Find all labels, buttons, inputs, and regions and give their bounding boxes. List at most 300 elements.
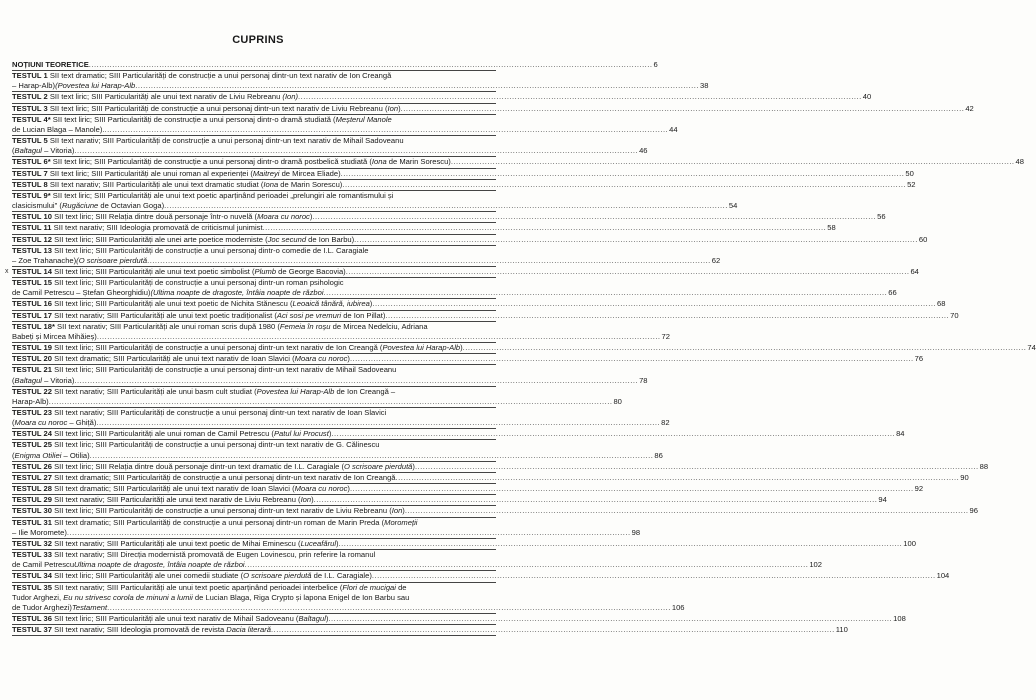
entry-text-wrap (12, 60, 89, 70)
toc-entry[interactable] (12, 571, 950, 582)
toc-entry[interactable] (12, 310, 959, 322)
entry-text-wrap (12, 180, 342, 190)
entry-line (12, 550, 496, 560)
leader-dots (372, 571, 936, 581)
toc-entry[interactable] (12, 223, 836, 234)
work-title: (Povestea lui Harap-Alb (55, 81, 136, 91)
toc-entry[interactable] (12, 461, 989, 473)
toc-entry[interactable] (12, 212, 886, 223)
entry-line (12, 571, 950, 581)
toc-entry[interactable] (12, 278, 897, 299)
leader-dots (341, 169, 905, 179)
page-number: 98 (631, 527, 641, 537)
work-title: Plumb (254, 266, 277, 276)
entry-text-wrap (12, 625, 271, 635)
toc-entry[interactable] (12, 103, 974, 115)
test-label: TESTUL 22 (12, 386, 52, 396)
toc-entry[interactable] (12, 484, 924, 495)
entry-text: SII text dramatic; SIII Particularități ale unui text narativ de Ioan Slavici ( (51, 484, 295, 494)
leader-dots (401, 104, 965, 114)
test-label: NOȚIUNI TEORETICE (12, 60, 89, 69)
entry-text: SII text narativ; SIII Particularități ale unui text narativ de Liviu Rebreanu ( (51, 495, 301, 505)
entry-text: de George Bacovia) (276, 266, 346, 276)
page-number: 108 (893, 613, 906, 623)
entry-text: – Vitoria) (41, 375, 75, 385)
page-number: 96 (969, 506, 978, 516)
entry-line (12, 593, 496, 603)
leader-dots (96, 418, 660, 428)
entry-text: de Camil Petrescu (12, 560, 75, 570)
work-title: Ion (387, 103, 399, 113)
entry-text: SII text liric; SIII Particularități de construcție a unui personaj dintr-o comedie de I.L. Caragiale (51, 245, 369, 255)
toc-entry[interactable] (12, 613, 906, 625)
entry-text: – Ghiță) (67, 418, 97, 428)
entry-text-wrap (12, 451, 90, 461)
entry-line (12, 255, 721, 266)
entry-text: SII text narativ; SIII Direcția modernistă promovată de Eugen Lovinescu, prin referire la romanul (51, 550, 376, 560)
entry-text: SII text liric; SIII Particularități de construcție a unui personaj dintr-un text narativ de Ion Creangă ( (51, 343, 383, 353)
entry-text: SII text liric; SIII Particularități ale unui text poetic simbolist ( (51, 266, 255, 276)
toc-entry[interactable] (12, 538, 916, 550)
test-label: TESTUL 25 (12, 440, 52, 450)
entry-text-wrap (12, 146, 74, 156)
entry-line (12, 179, 916, 190)
leader-dots (451, 157, 1015, 167)
toc-entry[interactable] (12, 506, 978, 517)
leader-dots (147, 256, 711, 266)
toc-entry[interactable] (12, 60, 658, 71)
leader-dots (74, 376, 638, 386)
page-number: 80 (613, 396, 622, 406)
entry-text-wrap (12, 157, 451, 167)
page-number: 78 (639, 375, 648, 385)
work-title: Moara cu noroc (294, 354, 348, 364)
entry-line (12, 191, 496, 201)
page-number: 48 (1015, 157, 1024, 167)
entry-text: SII text liric; SIII Particularități ale unui text narativ de Mihail Sadoveanu ( (51, 613, 299, 623)
entry-text: SII text liric; SIII Particularități ale unui text poetic de Nichita Stănescu ( (51, 299, 293, 309)
test-label: TESTUL 15 (12, 278, 52, 288)
entry-text-wrap (12, 571, 372, 581)
page-number: 88 (979, 461, 989, 471)
entry-text: – Otilia) (61, 450, 90, 460)
entry-line (12, 560, 822, 570)
leader-dots (346, 267, 910, 277)
work-title: Moara cu noroc (14, 418, 68, 428)
entry-text-wrap (12, 256, 147, 266)
entry-line (12, 201, 738, 211)
test-label: TESTUL 11 (12, 223, 52, 233)
entry-text: de Ion Pillat) (341, 310, 386, 320)
entry-text: ) (412, 461, 415, 471)
leader-dots (245, 560, 809, 570)
work-title: Enigma Otiliei (14, 450, 62, 460)
entry-text: SII text liric; SIII Particularități ale unui roman de Camil Petrescu ( (51, 429, 274, 439)
entry-text-wrap (12, 311, 385, 321)
entry-text: ( (12, 146, 15, 156)
test-label: TESTUL 30 (12, 506, 52, 516)
entry-text-wrap (12, 354, 350, 364)
entry-text: SII text liric; SIII Particularități de construcție a unui personaj dintr-o dramă postbelică studiată ( (50, 157, 372, 167)
entry-text-wrap (12, 539, 339, 549)
entry-text: SII text liric; SIII Particularități de construcție a unui personaj dintr-o dramă studiată ( (50, 114, 336, 124)
leader-dots (328, 429, 895, 439)
entry-line (12, 322, 496, 332)
test-label: TESTUL 36 (12, 613, 52, 623)
entry-text: de Camil Petrescu – Ștefan Gheorghidiu) (12, 288, 151, 298)
page-number: 110 (835, 625, 848, 635)
page-number: 74 (1027, 343, 1036, 353)
entry-text-wrap (12, 223, 263, 233)
entry-text-wrap (12, 125, 104, 135)
entry-text: – Ilie Moromete) (12, 527, 67, 537)
entry-text-wrap (12, 484, 350, 494)
toc-entry[interactable] (12, 114, 678, 136)
page-number: 68 (937, 299, 946, 309)
entry-line (12, 387, 496, 397)
entry-line (12, 354, 924, 364)
test-label: TESTUL 7 (12, 168, 48, 178)
entry-text: ) (398, 103, 401, 113)
toc-entry[interactable] (12, 190, 738, 212)
entry-line (12, 418, 670, 428)
entry-line (12, 157, 1024, 167)
entry-text: SII text narativ; SIII Ideologia promovată de revista (51, 625, 227, 635)
work-title: Moara cu noroc (294, 484, 348, 494)
entry-line (12, 246, 496, 256)
entry-line (12, 472, 969, 483)
entry-line (12, 365, 496, 375)
leader-dots (67, 528, 631, 538)
work-title: Baltagul (14, 146, 42, 156)
toc-entry[interactable] (12, 354, 924, 365)
work-title: Leoaică tânără, iubirea (292, 299, 370, 309)
test-label: TESTUL 9* (12, 190, 51, 200)
leader-dots (385, 311, 949, 321)
entry-text-wrap (12, 92, 298, 102)
leader-dots (463, 343, 1027, 353)
entry-text: SII text liric; SIII Particularități ale unui text poetic aparținând perioadei „prelungiri ale romantismului și (50, 190, 394, 200)
entry-text: de Ion Barbu) (306, 234, 355, 244)
entry-text: SII text liric; SIII Relația dintre două personaje într-o nuvelă ( (51, 212, 258, 222)
entry-text: SII text liric; SIII Particularități ale unui text narativ de Liviu Rebreanu (47, 92, 283, 102)
page-number: 50 (905, 168, 914, 178)
toc-entry[interactable] (5, 266, 919, 278)
entry-line (12, 278, 496, 288)
entry-text: SII text liric; SIII Particularități ale unui roman al experienței ( (47, 168, 253, 178)
toc-entry[interactable] (12, 408, 670, 429)
entry-line (12, 168, 914, 179)
page-number: 62 (711, 255, 721, 265)
entry-text: – Harap-Alb) (12, 81, 56, 91)
page-number: 84 (896, 429, 905, 439)
entry-text: de Tudor Arghezi) (12, 602, 72, 612)
entry-line (12, 81, 709, 91)
entry-text-wrap (12, 614, 328, 624)
entry-text: SII text narativ; SIII Particularități de construcție a unui personaj dintr-un text narativ de Ioan Slavici (51, 408, 387, 417)
leader-dots (135, 81, 699, 91)
entry-text: SII text dramatic; SIII Particularități ale unui text narativ de Ioan Slavici ( (51, 354, 295, 364)
entry-line (12, 331, 670, 342)
work-title: Patul lui Procust (273, 429, 329, 439)
test-label: TESTUL 3 (12, 103, 48, 113)
toc-entry[interactable] (12, 429, 905, 440)
test-label: TESTUL 14 (12, 266, 52, 276)
entry-text-wrap (12, 397, 49, 407)
test-label: TESTUL 37 (12, 625, 52, 635)
test-label: TESTUL 27 (12, 472, 52, 482)
page-number: 106 (671, 602, 685, 612)
test-label: TESTUL 16 (12, 299, 52, 309)
test-label: TESTUL 1 (12, 71, 48, 81)
page-number: 54 (728, 201, 738, 211)
work-title: Baltagul (298, 613, 326, 623)
entry-line (12, 461, 989, 472)
entry-line (12, 343, 1036, 353)
leader-dots (309, 212, 876, 222)
entry-line (12, 450, 663, 461)
page-number: 42 (965, 103, 974, 113)
work-title: Testament (71, 602, 108, 612)
toc-entry[interactable] (12, 299, 946, 310)
work-title: Iona (371, 157, 387, 167)
test-label: TESTUL 8 (12, 179, 48, 189)
entry-text: SII text liric; SIII Particularități de construcție a unui personaj dintr-un text narativ de Liviu Rebreanu ( (47, 103, 388, 113)
test-label: TESTUL 13 (12, 245, 52, 255)
toc-entry[interactable] (12, 234, 928, 246)
entry-line (12, 375, 648, 386)
test-label: TESTUL 6* (12, 157, 51, 167)
entry-text: SII text narativ; SIII Particularități ale unui roman scris după 1980 ( (54, 321, 280, 331)
entry-text: SII text liric; SIII Particularități ale unei arte poetice moderniste ( (51, 234, 268, 244)
page-number: 76 (914, 354, 924, 364)
toc-entry[interactable] (12, 365, 648, 386)
toc-entry[interactable] (12, 136, 648, 157)
page-number: 102 (809, 560, 822, 570)
leader-dots (350, 484, 914, 494)
page-number: 72 (661, 331, 670, 341)
entry-line (12, 484, 924, 494)
toc-entry[interactable] (12, 157, 1024, 168)
toc-entry[interactable] (12, 472, 969, 484)
work-title: Dacia literară (226, 625, 272, 635)
leader-dots (324, 288, 888, 298)
toc-entry[interactable] (12, 321, 670, 343)
entry-text: SII text liric; SIII Particularități ale unei comedii studiate ( (51, 571, 244, 581)
margin-mark: x (5, 267, 9, 275)
entry-text: SII text narativ; SIII Particularități ale unui text dramatic studiat ( (47, 179, 264, 189)
toc-entry[interactable] (12, 582, 685, 614)
entry-line (12, 429, 905, 439)
work-title: Joc secund (267, 234, 307, 244)
leader-dots (314, 495, 878, 505)
entry-text: ( (12, 418, 15, 428)
entry-text: de Octavian Goga) (98, 201, 165, 211)
test-label: TESTUL 17 (12, 310, 52, 320)
entry-text-wrap (12, 418, 96, 428)
page-number: 66 (888, 288, 897, 298)
page-number: 104 (936, 571, 950, 581)
work-title: (O scrisoare pierdută (76, 255, 148, 265)
entry-text: de Ion Creangă – (334, 386, 396, 396)
test-label: TESTUL 31 (12, 517, 52, 527)
entry-line (12, 495, 887, 505)
entry-text: SII text liric; SIII Relația dintre două personaje dintr-un text dramatic de I.L. Caragiale ( (51, 461, 345, 471)
work-title: Povestea lui Harap-Alb (256, 386, 335, 396)
test-label: TESTUL 2 (12, 92, 48, 102)
page-number: 58 (827, 223, 836, 233)
entry-line (12, 408, 496, 418)
leader-dots (339, 539, 903, 549)
entry-text: Babeți și Mircea Mihăieș) (12, 331, 97, 341)
leader-dots (97, 332, 661, 342)
test-label: TESTUL 35 (12, 582, 52, 592)
page-number: 92 (914, 484, 924, 494)
entry-text: SII text dramatic; SIII Particularități de construcție a unui personaj dintr-un roman de Marin Preda ( (51, 517, 385, 527)
entry-text-wrap (12, 169, 341, 179)
entry-text: SII text liric; SIII Particularități de construcție a unui personaj dintr-un text narativ de G. Călinescu (51, 440, 380, 450)
entry-line (12, 602, 685, 613)
toc-entry[interactable] (12, 71, 709, 92)
work-title: Baltagul (14, 375, 42, 385)
entry-line (12, 60, 658, 70)
toc-entry[interactable] (12, 168, 914, 180)
entry-text: SII text dramatic; SIII Particularități de construcție a unui personaj dintr-un text narativ de Ion Creangă (47, 71, 392, 81)
page-number: 56 (877, 212, 886, 222)
work-title: Eu nu strivesc corola de minuni a lumii (63, 592, 193, 602)
entry-text: clasicismului" ( (12, 201, 62, 211)
leader-dots (89, 60, 653, 70)
work-title: (Ion) (282, 92, 299, 102)
entry-text-wrap (12, 267, 346, 277)
entry-line (12, 613, 906, 624)
page-number: 38 (699, 81, 709, 91)
work-title: Ion (391, 506, 403, 516)
entry-text: ) (369, 299, 373, 309)
entry-line (12, 223, 836, 233)
toc-entry[interactable] (12, 440, 663, 461)
page-number: 60 (918, 234, 928, 244)
entry-text: ( (12, 450, 15, 460)
work-title: (Ultima noapte de dragoste, întâia noapte de război (150, 288, 324, 298)
entry-line (12, 625, 848, 635)
entry-text: ( (12, 375, 15, 385)
page-number: 64 (910, 266, 919, 276)
toc-entry[interactable] (12, 92, 872, 103)
toc-entry[interactable] (12, 625, 848, 636)
leader-dots (104, 125, 668, 135)
test-label: TESTUL 29 (12, 495, 52, 505)
page-number: 82 (661, 418, 670, 428)
entry-text: SII text liric; SIII Particularități de construcție a unui personaj dintr-un text narativ de Liviu Rebreanu ( (51, 506, 392, 516)
leader-dots (342, 180, 906, 190)
entry-text-wrap (12, 560, 245, 570)
entry-text: SII text narativ; SIII Particularități ale unui text poetic de Mihai Eminescu ( (51, 538, 301, 548)
entry-line (12, 299, 946, 309)
test-label: TESTUL 10 (12, 212, 52, 222)
toc-entry[interactable] (12, 550, 822, 571)
entry-text: SII text narativ; SIII Ideologia promovată de criticismul junimist (51, 223, 263, 233)
entry-text-wrap (12, 429, 331, 439)
leader-dots (325, 613, 892, 624)
entry-text: ) (309, 212, 313, 222)
entry-line (12, 146, 648, 156)
test-label: TESTUL 12 (12, 234, 52, 244)
entry-line (12, 396, 622, 407)
leader-dots (396, 473, 960, 483)
leader-dots (271, 625, 835, 635)
test-label: TESTUL 5 (12, 136, 48, 146)
entry-line (12, 124, 678, 135)
toc-entry[interactable] (12, 245, 721, 267)
leader-dots (354, 235, 918, 245)
entry-line (12, 103, 974, 114)
entry-text-wrap (12, 495, 314, 505)
leader-dots (415, 462, 979, 472)
toc-entry[interactable] (12, 495, 887, 506)
test-label: TESTUL 21 (12, 365, 52, 375)
toc-entry[interactable] (12, 386, 622, 408)
test-label: TESTUL 34 (12, 571, 52, 581)
work-title: O scrisoare pierdută (243, 571, 312, 581)
entry-text-wrap (12, 603, 107, 613)
work-title: Ion (300, 495, 312, 505)
entry-text-wrap (12, 343, 463, 353)
entry-text: Tudor Arghezi, (12, 592, 64, 602)
leader-dots (49, 397, 613, 407)
entry-text: ) (325, 613, 329, 623)
entry-line (12, 266, 919, 277)
entry-text-wrap (12, 212, 312, 222)
toc-entry[interactable] (12, 343, 1036, 354)
entry-text-wrap (12, 235, 354, 245)
test-label: TESTUL 20 (12, 354, 52, 364)
toc-entry[interactable] (12, 179, 916, 191)
entry-line (12, 115, 496, 125)
entry-line (12, 92, 872, 102)
page-number: 6 (653, 60, 658, 69)
entry-line (12, 527, 641, 538)
page-number: 70 (950, 310, 959, 320)
entry-text: SII text narativ; SIII Particularități ale unui basm cult studiat ( (51, 386, 257, 396)
leader-dots (107, 603, 671, 613)
entry-text-wrap (12, 376, 74, 386)
page-number: 52 (907, 179, 916, 189)
entry-line (12, 288, 897, 298)
entry-text: ) (336, 538, 339, 548)
entry-text: de Lucian Blaga – Manole). (12, 124, 105, 134)
entry-text-wrap (12, 288, 324, 298)
test-label: TESTUL 24 (12, 429, 52, 439)
work-title: O scrisoare pierdută (344, 461, 413, 471)
toc-entry[interactable] (12, 517, 641, 539)
entry-line (12, 212, 886, 222)
work-title: Moara cu noroc (257, 212, 310, 222)
entry-text: ) (402, 506, 405, 516)
work-title: Iona (263, 179, 279, 189)
entry-text: SII text narativ; SIII Particularități ale unui text poetic tradiționalist ( (51, 310, 277, 320)
work-title: Rugăciune (61, 201, 99, 211)
work-title: Moromeții (384, 517, 418, 527)
entry-text: ) (460, 343, 463, 353)
entry-text: – Zoe Trahanache) (12, 255, 77, 265)
entry-text-wrap (12, 332, 97, 342)
leader-dots (90, 451, 654, 461)
work-title: Povestea lui Harap-Alb (382, 343, 461, 353)
page-number: 86 (654, 450, 663, 460)
page-title: CUPRINS (232, 34, 284, 46)
entry-text: ) (347, 484, 350, 494)
